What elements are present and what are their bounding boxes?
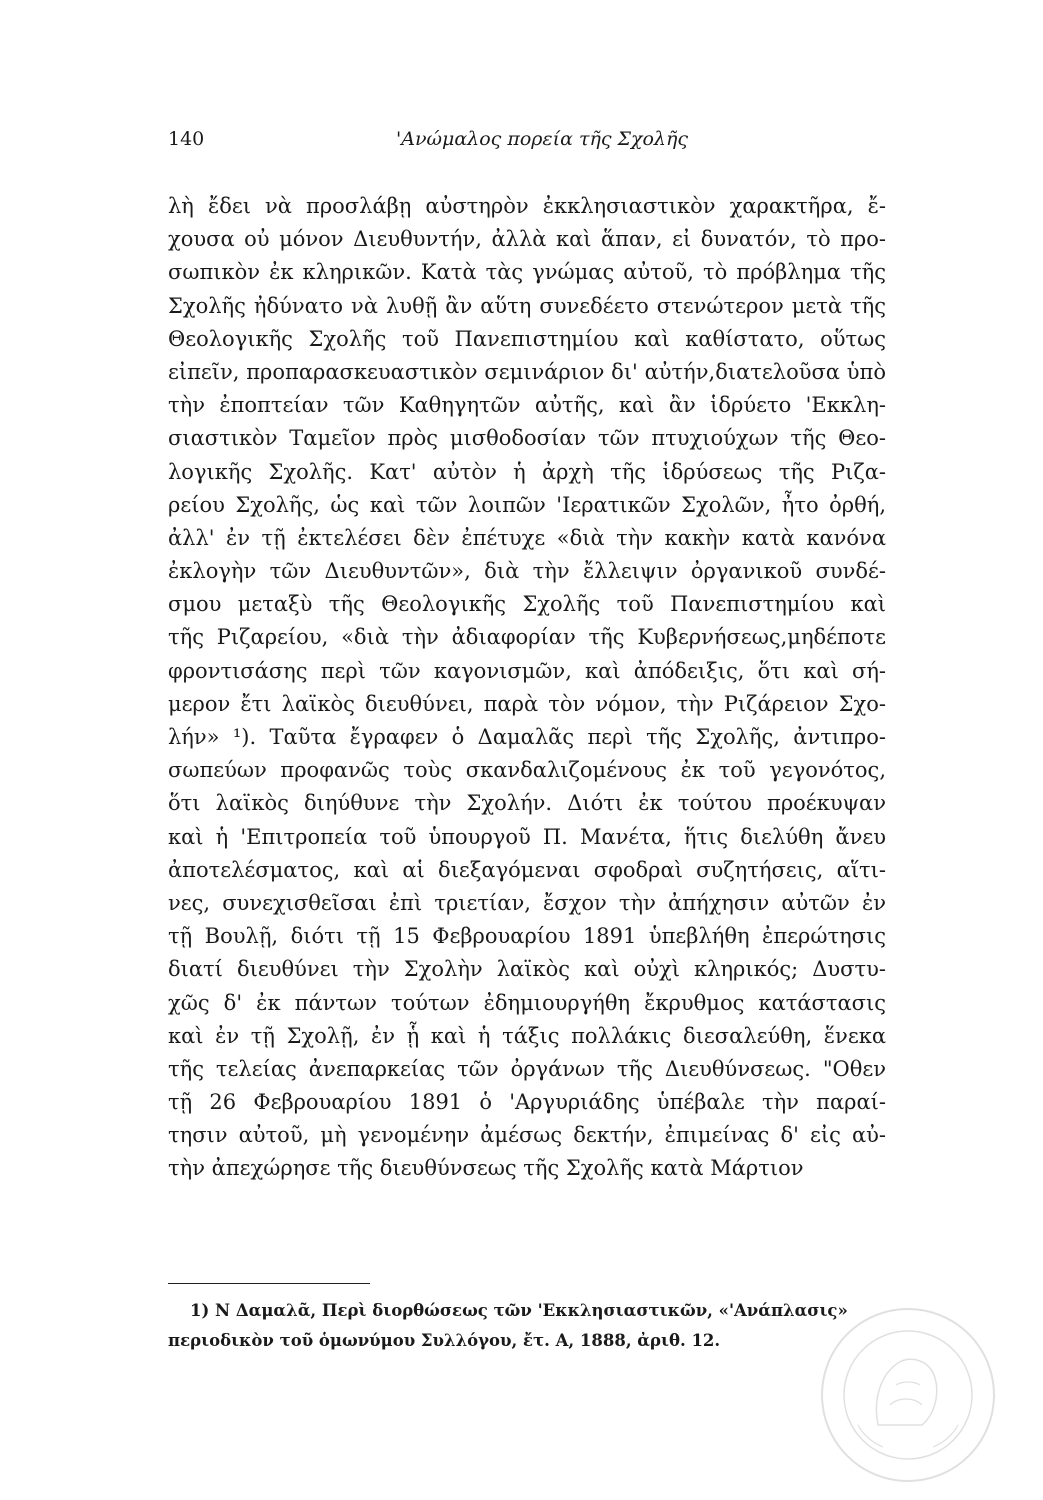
text-line: λήν» ¹). Ταῦτα ἔγραφεν ὁ Δαμαλᾶς περὶ τῆς Σχολῆς, ἀντιπρο-: [168, 725, 886, 749]
text-line: καὶ ἡ 'Επιτροπεία τοῦ ὑπουργοῦ Π. Μανέτα, ἥτις διελύθη ἄνευ: [168, 824, 886, 849]
university-seal-icon: [818, 1305, 998, 1485]
text-line: λὴ ἔδει νὰ προσλάβῃ αὐστηρὸν ἐκκλησιαστικὸν χαρακτῆρα, ἔ-: [168, 194, 886, 218]
text-line: εἰπεῖν, προπαρασκευαστικὸν σεμινάριον δι' αὐτήν,διατελοῦσα ὑπὸ: [168, 359, 886, 384]
text-line: ἐκλογὴν τῶν Διευθυντῶν», διὰ τὴν ἔλλειψιν ὀργανικοῦ συνδέ-: [168, 559, 886, 584]
page-header: [168, 128, 886, 158]
text-line: τησιν αὐτοῦ, μὴ γενομένην ἀμέσως δεκτήν, ἐπιμείνας δ' εἰς αὐ-: [168, 1123, 886, 1148]
footnote-divider: [168, 1283, 370, 1284]
text-line: τῆς τελείας ἀνεπαρκείας τῶν ὀργάνων τῆς Διευθύνσεως. "Οθεν: [168, 1056, 886, 1081]
footnote: [168, 1296, 886, 1356]
text-line: σωπεύων προφανῶς τοὺς σκανδαλιζομένους ἐκ τοῦ γεγονότος,: [168, 758, 886, 783]
text-line: ἀλλ' ἐν τῇ ἐκτελέσει δὲν ἐπέτυχε «διὰ τὴν κακὴν κατὰ κανόνα: [168, 525, 886, 550]
text-line: ἀποτελέσματος, καὶ αἱ διεξαγόμεναι σφοδραὶ συζητήσεις, αἵτι-: [168, 857, 886, 882]
text-line: φροντισάσης περὶ τῶν καγονισμῶν, καὶ ἀπόδειξις, ὅτι καὶ σή-: [168, 658, 886, 683]
text-line: χῶς δ' ἐκ πάντων τούτων ἐδημιουργήθη ἔκρυθμος κατάστασις: [168, 990, 886, 1015]
text-line: μερον ἔτι λαϊκὸς διευθύνει, παρὰ τὸν νόμον, τὴν Ριζάρειον Σχο-: [168, 691, 886, 716]
body-text: [168, 190, 886, 1186]
text-line: καὶ ἐν τῇ Σχολῇ, ἐν ᾗ καὶ ἡ τάξις πολλάκις διεσαλεύθη, ἕνεκα: [168, 1023, 886, 1048]
text-line: τὴν ἐποπτείαν τῶν Καθηγητῶν αὐτῆς, καὶ ἂν ἱδρύετο 'Εκκλη-: [168, 393, 886, 418]
page-number: 140: [168, 128, 205, 150]
text-line: ρείου Σχολῆς, ὡς καὶ τῶν λοιπῶν 'Ιερατικῶν Σχολῶν, ἦτο ὀρθή,: [168, 492, 886, 517]
text-line: σμου μεταξὺ τῆς Θεολογικῆς Σχολῆς τοῦ Πανεπιστημίου καὶ: [168, 592, 886, 617]
text-line: τῇ 26 Φεβρουαρίου 1891 ὁ 'Αργυριάδης ὑπέβαλε τὴν παραί-: [168, 1090, 886, 1115]
text-line: διατί διευθύνει τὴν Σχολὴν λαϊκὸς καὶ οὐχὶ κληρικός; Δυστυ-: [168, 957, 886, 982]
text-line: λογικῆς Σχολῆς. Κατ' αὐτὸν ἡ ἀρχὴ τῆς ἱδρύσεως τῆς Ριζα-: [168, 459, 886, 484]
running-title: 'Ανώμαλος πορεία τῆς Σχολῆς: [396, 128, 688, 150]
text-line: τῆς Ριζαρείου, «διὰ τὴν ἀδιαφορίαν τῆς Κυβερνήσεως,μηδέποτε: [168, 625, 886, 650]
text-line: σιαστικὸν Ταμεῖον πρὸς μισθοδοσίαν τῶν πτυχιούχων τῆς Θεο-: [168, 426, 886, 451]
text-line: σωπικὸν ἐκ κληρικῶν. Κατὰ τὰς γνώμας αὐτοῦ, τὸ πρόβλημα τῆς: [168, 260, 886, 285]
text-line: τὴν ἀπεχώρησε τῆς διευθύνσεως τῆς Σχολῆς κατὰ Μάρτιον: [168, 1156, 804, 1181]
text-line: Θεολογικῆς Σχολῆς τοῦ Πανεπιστημίου καὶ καθίστατο, οὕτως: [168, 326, 886, 351]
footnote-line: 1) Ν Δαμαλᾶ, Περὶ διορθώσεως τῶν 'Εκκλησιαστικῶν, «'Ανάπλασις»: [190, 1301, 848, 1320]
text-line: τῇ Βουλῇ, διότι τῇ 15 Φεβρουαρίου 1891 ὑπεβλήθη ἐπερώτησις: [168, 924, 886, 949]
text-line: νες, συνεχισθεῖσαι ἐπὶ τριετίαν, ἔσχον τὴν ἀπήχησιν αὐτῶν ἐν: [168, 890, 886, 915]
text-line: χουσα οὐ μόνον Διευθυντήν, ἀλλὰ καὶ ἅπαν, εἰ δυνατόν, τὸ προ-: [168, 227, 886, 252]
text-line: Σχολῆς ἠδύνατο νὰ λυθῇ ἂν αὕτη συνεδέετο στενώτερον μετὰ τῆς: [168, 293, 886, 318]
text-line: ὅτι λαϊκὸς διηύθυνε τὴν Σχολήν. Διότι ἐκ τούτου προέκυψαν: [168, 791, 886, 816]
footnote-line: περιοδικὸν τοῦ ὁμωνύμου Συλλόγου, ἔτ. Α, 1888, ἀριθ. 12.: [168, 1331, 721, 1350]
